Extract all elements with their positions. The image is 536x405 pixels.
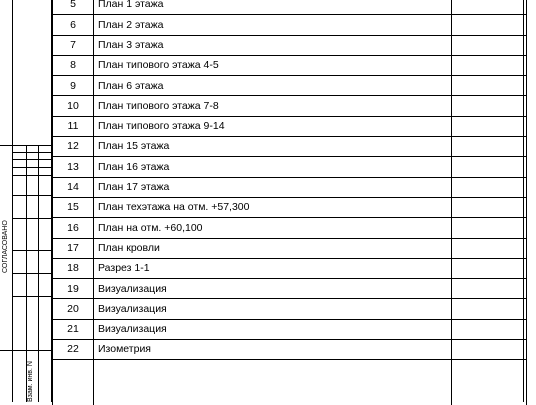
table-row (53, 299, 527, 319)
sheet-name: План типового этажа 4-5 (94, 55, 452, 75)
table-row (53, 137, 527, 157)
stamp-line (12, 296, 52, 297)
table-row (53, 116, 527, 136)
table-row (53, 35, 527, 55)
sheet-number: 7 (53, 35, 94, 55)
sheet-note (452, 238, 527, 258)
sheet-note (452, 340, 527, 360)
stamp-line (38, 350, 39, 402)
sheet-number: 11 (53, 116, 94, 136)
sheet-list-table (52, 0, 527, 405)
sheet-number: 13 (53, 157, 94, 177)
table-row (53, 319, 527, 339)
sheet-number: 22 (53, 340, 94, 360)
sheet-note (452, 157, 527, 177)
stamp-line (12, 0, 13, 402)
stamp-line (12, 152, 52, 153)
sheet-name: План типового этажа 9-14 (94, 116, 452, 136)
stamp-line (12, 175, 52, 176)
table-row (53, 177, 527, 197)
sheet-number: 12 (53, 137, 94, 157)
sheet-note (452, 35, 527, 55)
frame-right-border (523, 0, 524, 402)
sheet-name: План 3 этажа (94, 35, 452, 55)
sheet-number: 6 (53, 15, 94, 35)
sheet-name: План кровли (94, 238, 452, 258)
sheet-number: 9 (53, 76, 94, 96)
sheet-number: 18 (53, 258, 94, 278)
table-row (53, 258, 527, 278)
sheet-note (452, 218, 527, 238)
sheet-name: Визуализация (94, 299, 452, 319)
table-row (53, 0, 527, 15)
sheet-name: План 6 этажа (94, 76, 452, 96)
sheet-note (452, 177, 527, 197)
sheet-note (452, 76, 527, 96)
stamp-line (0, 145, 52, 146)
sheet-name: Изометрия (94, 340, 452, 360)
sheet-name: Визуализация (94, 279, 452, 299)
inventory-label: Взам. инв. N (27, 361, 34, 402)
table-row (53, 157, 527, 177)
sheet-name: План 15 этажа (94, 137, 452, 157)
table-row (53, 15, 527, 35)
stamp-line (0, 350, 52, 351)
sheet-note (452, 0, 527, 15)
sheet-note (452, 279, 527, 299)
table-row (53, 218, 527, 238)
sheet-name: План техэтажа на отм. +57,300 (94, 197, 452, 217)
sheet-note (452, 299, 527, 319)
sheet-number: 15 (53, 197, 94, 217)
sheet-note (452, 319, 527, 339)
stamp-line (12, 218, 52, 219)
table-row (53, 55, 527, 75)
agreed-label: СОГЛАСОВАНО (2, 220, 9, 273)
sheet-number: 8 (53, 55, 94, 75)
table-row (53, 197, 527, 217)
sheet-name: План 1 этажа (94, 0, 452, 15)
sheet-number: 17 (53, 238, 94, 258)
sheet-name: Визуализация (94, 319, 452, 339)
sheet-number: 5 (53, 0, 94, 15)
table-row (53, 340, 527, 360)
sheet-number: 16 (53, 218, 94, 238)
sheet-number: 20 (53, 299, 94, 319)
stamp-line (12, 195, 52, 196)
sheet-number: 19 (53, 279, 94, 299)
sheet-number: 21 (53, 319, 94, 339)
sheet-name: План 2 этажа (94, 15, 452, 35)
sheet-name: План на отм. +60,100 (94, 218, 452, 238)
table-row-empty (53, 360, 527, 405)
table-row (53, 76, 527, 96)
sheet-name: План 16 этажа (94, 157, 452, 177)
table-row (53, 238, 527, 258)
stamp-line (12, 250, 52, 251)
table-row (53, 279, 527, 299)
sheet-note (452, 96, 527, 116)
sheet-note (452, 197, 527, 217)
sheet-note (452, 258, 527, 278)
empty-cell (53, 360, 94, 405)
sheet-number: 14 (53, 177, 94, 197)
sheet-number: 10 (53, 96, 94, 116)
empty-cell (94, 360, 452, 405)
sheet-note (452, 116, 527, 136)
sheet-name: План 17 этажа (94, 177, 452, 197)
sheet-note (452, 55, 527, 75)
stamp-strip (0, 0, 52, 402)
empty-cell (452, 360, 527, 405)
stamp-line (12, 159, 52, 160)
stamp-line (12, 167, 52, 168)
table-row (53, 96, 527, 116)
sheet-name: План типового этажа 7-8 (94, 96, 452, 116)
sheet-note (452, 137, 527, 157)
stamp-line (12, 273, 52, 274)
sheet-name: Разрез 1-1 (94, 258, 452, 278)
sheet-note (452, 15, 527, 35)
